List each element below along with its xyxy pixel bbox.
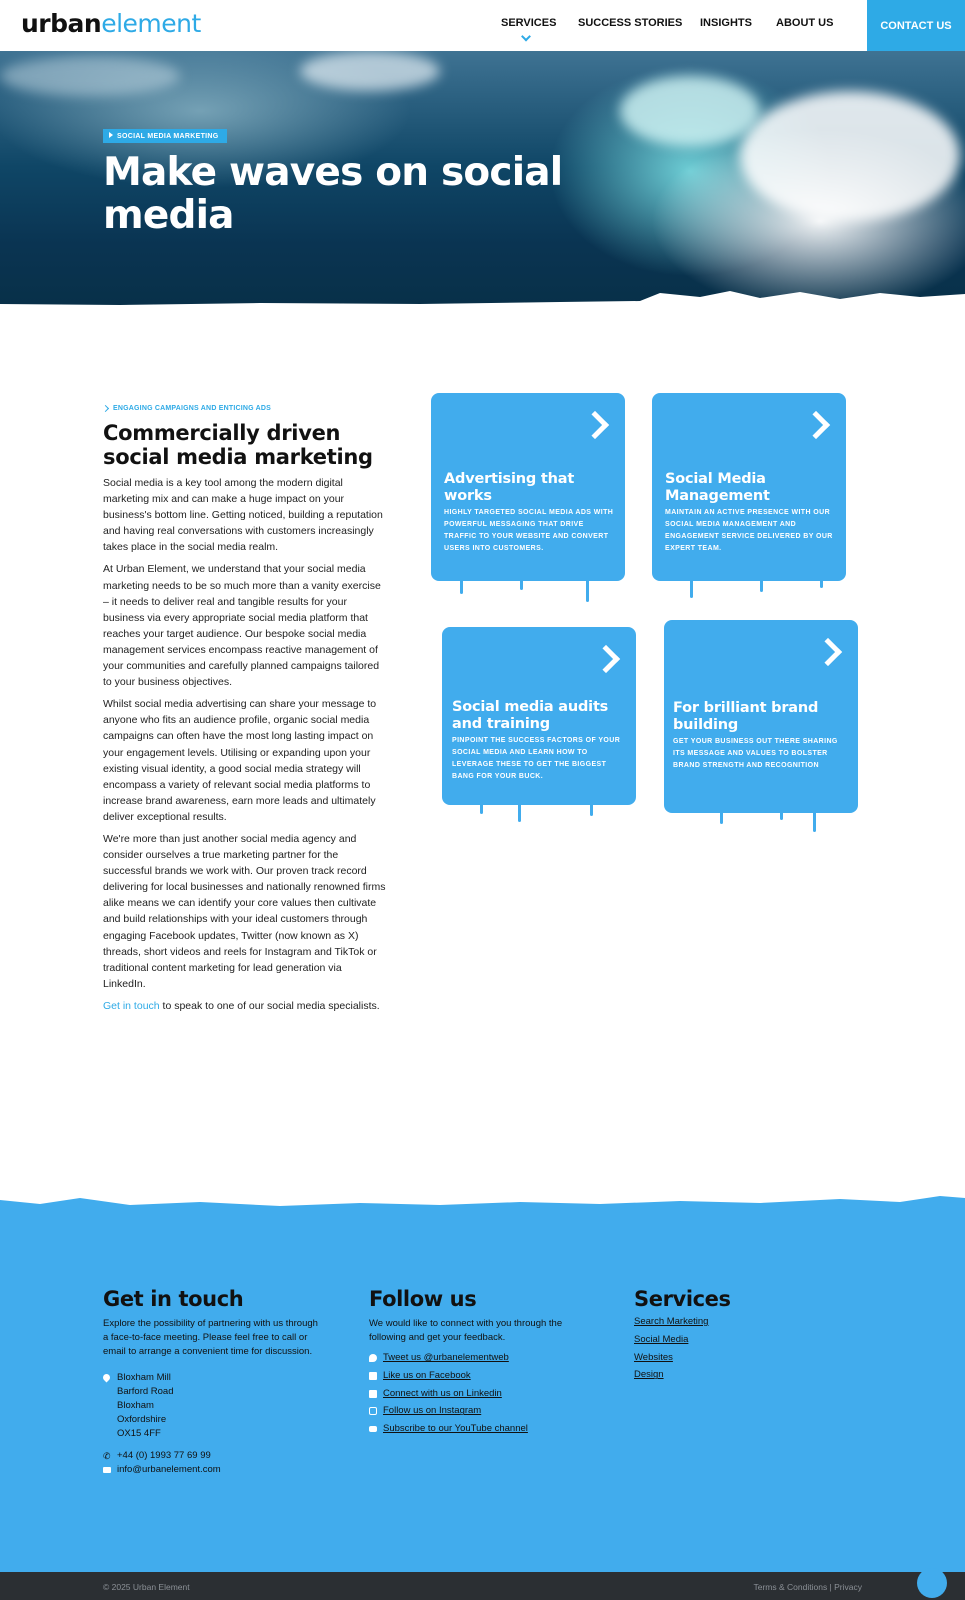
back-to-top-button[interactable] (917, 1568, 947, 1598)
social-link-youtube[interactable] (369, 1420, 599, 1438)
paint-drip (480, 802, 483, 814)
chevron-right-icon (814, 638, 842, 666)
triangle-right-icon (109, 132, 113, 138)
logo-part-element: element (101, 9, 201, 38)
cta-rest: to speak to one of our social media specialists. (159, 999, 380, 1012)
paint-drip (720, 810, 723, 824)
paint-drip (586, 578, 589, 602)
paint-drip (520, 578, 523, 590)
social-link-label: Connect with us on Linkedin (383, 1387, 502, 1399)
eyebrow-label: ENGAGING CAMPAIGNS AND ENTICING ADS (113, 405, 272, 412)
paragraph-1: Social media is a key tool among the modern digital marketing mix and can make a huge impact on your business's bottom line. Getting noticed, building a reputation and having real conversations with customers increasingly takes place in the social media realm. (103, 477, 383, 554)
cta-paragraph (103, 998, 386, 1014)
site-header (0, 0, 965, 51)
address-line: Oxfordshire (117, 1414, 167, 1425)
contact-us-button[interactable]: CONTACT US (867, 0, 965, 51)
paragraph-4: We're more than just another social media agency and consider ourselves a true marketing partner for the successful brands we work with. Our proven track record delivering for local businesses and nationally renowned firms alike means we can identify your core values then cultivate and build relationships with your ideal customers through engaging Facebook updates, Twitter (now known as X) threads, short videos and reels for Instagram and TikTok or traditional content marketing for lead generation via LinkedIn. (103, 832, 386, 990)
address-line: Barford Road (117, 1386, 174, 1397)
paint-drip (813, 810, 816, 832)
hero-title: Make waves on social media (103, 150, 563, 238)
nav-insights[interactable]: INSIGHTS (700, 17, 752, 29)
hero-torn-edge (0, 289, 965, 309)
nav-services[interactable]: SERVICES (501, 17, 557, 29)
social-link-label: Subscribe to our YouTube channel (383, 1423, 528, 1435)
card-title: For brilliant brand building (673, 700, 819, 733)
chevron-right-icon (102, 405, 109, 412)
hero-tag (103, 129, 227, 143)
main-content (103, 405, 386, 1014)
social-link-linkedin[interactable] (369, 1385, 599, 1403)
social-link-facebook[interactable] (369, 1367, 599, 1385)
section-title: Commercially driven social media marketing (103, 421, 373, 469)
nav-about-us[interactable]: ABOUT US (776, 17, 834, 29)
paint-drip (518, 802, 521, 822)
address-line: Bloxham Mill (117, 1372, 171, 1383)
hero-banner (0, 51, 965, 309)
social-link-instagram[interactable] (369, 1402, 599, 1420)
paint-drip (780, 810, 783, 820)
email-line[interactable] (103, 1463, 318, 1477)
card-description: GET YOUR BUSINESS OUT THERE SHARING ITS MESSAGE AND VALUES TO BOLSTER BRAND STRENGTH AND RECOGNITION (673, 738, 838, 769)
card-description: MAINTAIN AN ACTIVE PRESENCE WITH OUR SOCIAL MEDIA MANAGEMENT AND ENGAGEMENT SERVICE DELIVERED BY OUR EXPERT TEAM. (665, 509, 833, 552)
footer-contact-column (103, 1287, 318, 1477)
card-description: HIGHLY TARGETED SOCIAL MEDIA ADS WITH POWERFUL MESSAGING THAT DRIVE TRAFFIC TO YOUR WEBSITE AND CONVERT USERS INTO CUSTOMERS. (444, 509, 614, 552)
service-link-search-marketing[interactable]: Search Marketing (634, 1316, 709, 1327)
address (103, 1371, 318, 1441)
phone-number: +44 (0) 1993 77 69 99 (117, 1450, 211, 1461)
get-in-touch-link[interactable]: Get in touch (103, 999, 160, 1012)
paragraph-3: Whilst social media advertising can share your message to anyone who fits an audience profile, organic social media campaigns can often have the most long lasting impact on your engagement levels. Utilising or expanding upon your existing visual identity, a good social media strategy will encompass a variety of relevant social media platforms to increase brand awareness, earn more leads and ultimately deliver exceptional results. (103, 698, 377, 823)
footer-follow-column (369, 1287, 599, 1438)
hero-tag-label: SOCIAL MEDIA MARKETING (117, 133, 219, 140)
phone-line[interactable] (103, 1449, 318, 1463)
chevron-down-icon (521, 32, 531, 42)
card-brand-building[interactable] (664, 620, 858, 813)
social-link-label: Like us on Facebook (383, 1369, 471, 1381)
paint-drip (460, 578, 463, 594)
nav-success-stories[interactable]: SUCCESS STORIES (578, 17, 683, 29)
footer-heading: Follow us (369, 1287, 477, 1311)
facebook-icon (369, 1372, 377, 1380)
footer-heading: Services (634, 1287, 731, 1311)
legal-links[interactable]: Terms & Conditions | Privacy (753, 1582, 862, 1592)
chevron-right-icon (592, 645, 620, 673)
section-eyebrow (103, 405, 386, 412)
wave-spray-left (0, 56, 180, 96)
address-line: OX15 4FF (117, 1428, 161, 1439)
location-pin-icon (102, 1373, 112, 1383)
footer-contact-text: Explore the possibility of partnering with us through a face-to-face meeting. Please feel free to call or email to arrange a convenient time for discussion. (103, 1318, 318, 1357)
card-title: Social media audits and training (452, 699, 609, 732)
wave-crest (620, 76, 760, 146)
twitter-icon (369, 1354, 377, 1362)
nav-services-indicator (501, 17, 551, 37)
social-link-label: Follow us on Instagram (383, 1405, 482, 1417)
youtube-icon (369, 1426, 377, 1432)
wave-spray (300, 51, 440, 91)
address-line: Bloxham (117, 1400, 154, 1411)
card-description: PINPOINT THE SUCCESS FACTORS OF YOUR SOCIAL MEDIA AND LEARN HOW TO LEVERAGE THESE TO GET THE BIGGEST BANG FOR YOUR BUCK. (452, 737, 621, 780)
phone-icon: ✆ (103, 1451, 111, 1461)
email-address: info@urbanelement.com (117, 1464, 221, 1475)
logo[interactable] (21, 9, 201, 38)
card-audits-training[interactable] (442, 627, 636, 805)
footer-services-column (634, 1287, 834, 1384)
logo-part-urban: urban (21, 9, 102, 38)
social-link-twitter[interactable] (369, 1349, 599, 1367)
paint-drip (820, 578, 823, 588)
service-link-design[interactable]: Design (634, 1369, 664, 1381)
card-advertising[interactable] (431, 393, 625, 581)
footer-follow-text: We would like to connect with you through the following and get your feedback. (369, 1318, 563, 1343)
wave-foam (740, 91, 960, 221)
service-link-websites[interactable]: Websites (634, 1351, 673, 1363)
instagram-icon (369, 1407, 377, 1415)
paint-drip (760, 578, 763, 592)
paint-drip (590, 802, 593, 816)
copyright: © 2025 Urban Element (103, 1582, 190, 1592)
chevron-right-icon (581, 411, 609, 439)
card-title: Social Media Management (665, 471, 770, 504)
chevron-right-icon (802, 411, 830, 439)
social-link-label: Tweet us @urbanelementweb (383, 1352, 509, 1363)
footer-heading: Get in touch (103, 1287, 244, 1311)
services-links (634, 1313, 834, 1384)
linkedin-icon (369, 1390, 377, 1398)
envelope-icon (103, 1467, 111, 1473)
paint-drip (690, 578, 693, 598)
paragraph-2: At Urban Element, we understand that your social media marketing needs to be so much more than a vanity exercise – it needs to deliver real and tangible results for your business via every appropriate social media platform that reaches your target audience. Our bespoke social media management services encompass reactive management of your communities and carefully planned campaigns tailored to your business objectives. (103, 563, 381, 689)
card-title: Advertising that works (444, 471, 575, 504)
service-link-social-media[interactable]: Social Media (634, 1333, 689, 1345)
card-social-media-management[interactable] (652, 393, 846, 581)
bottom-bar (0, 1572, 965, 1600)
